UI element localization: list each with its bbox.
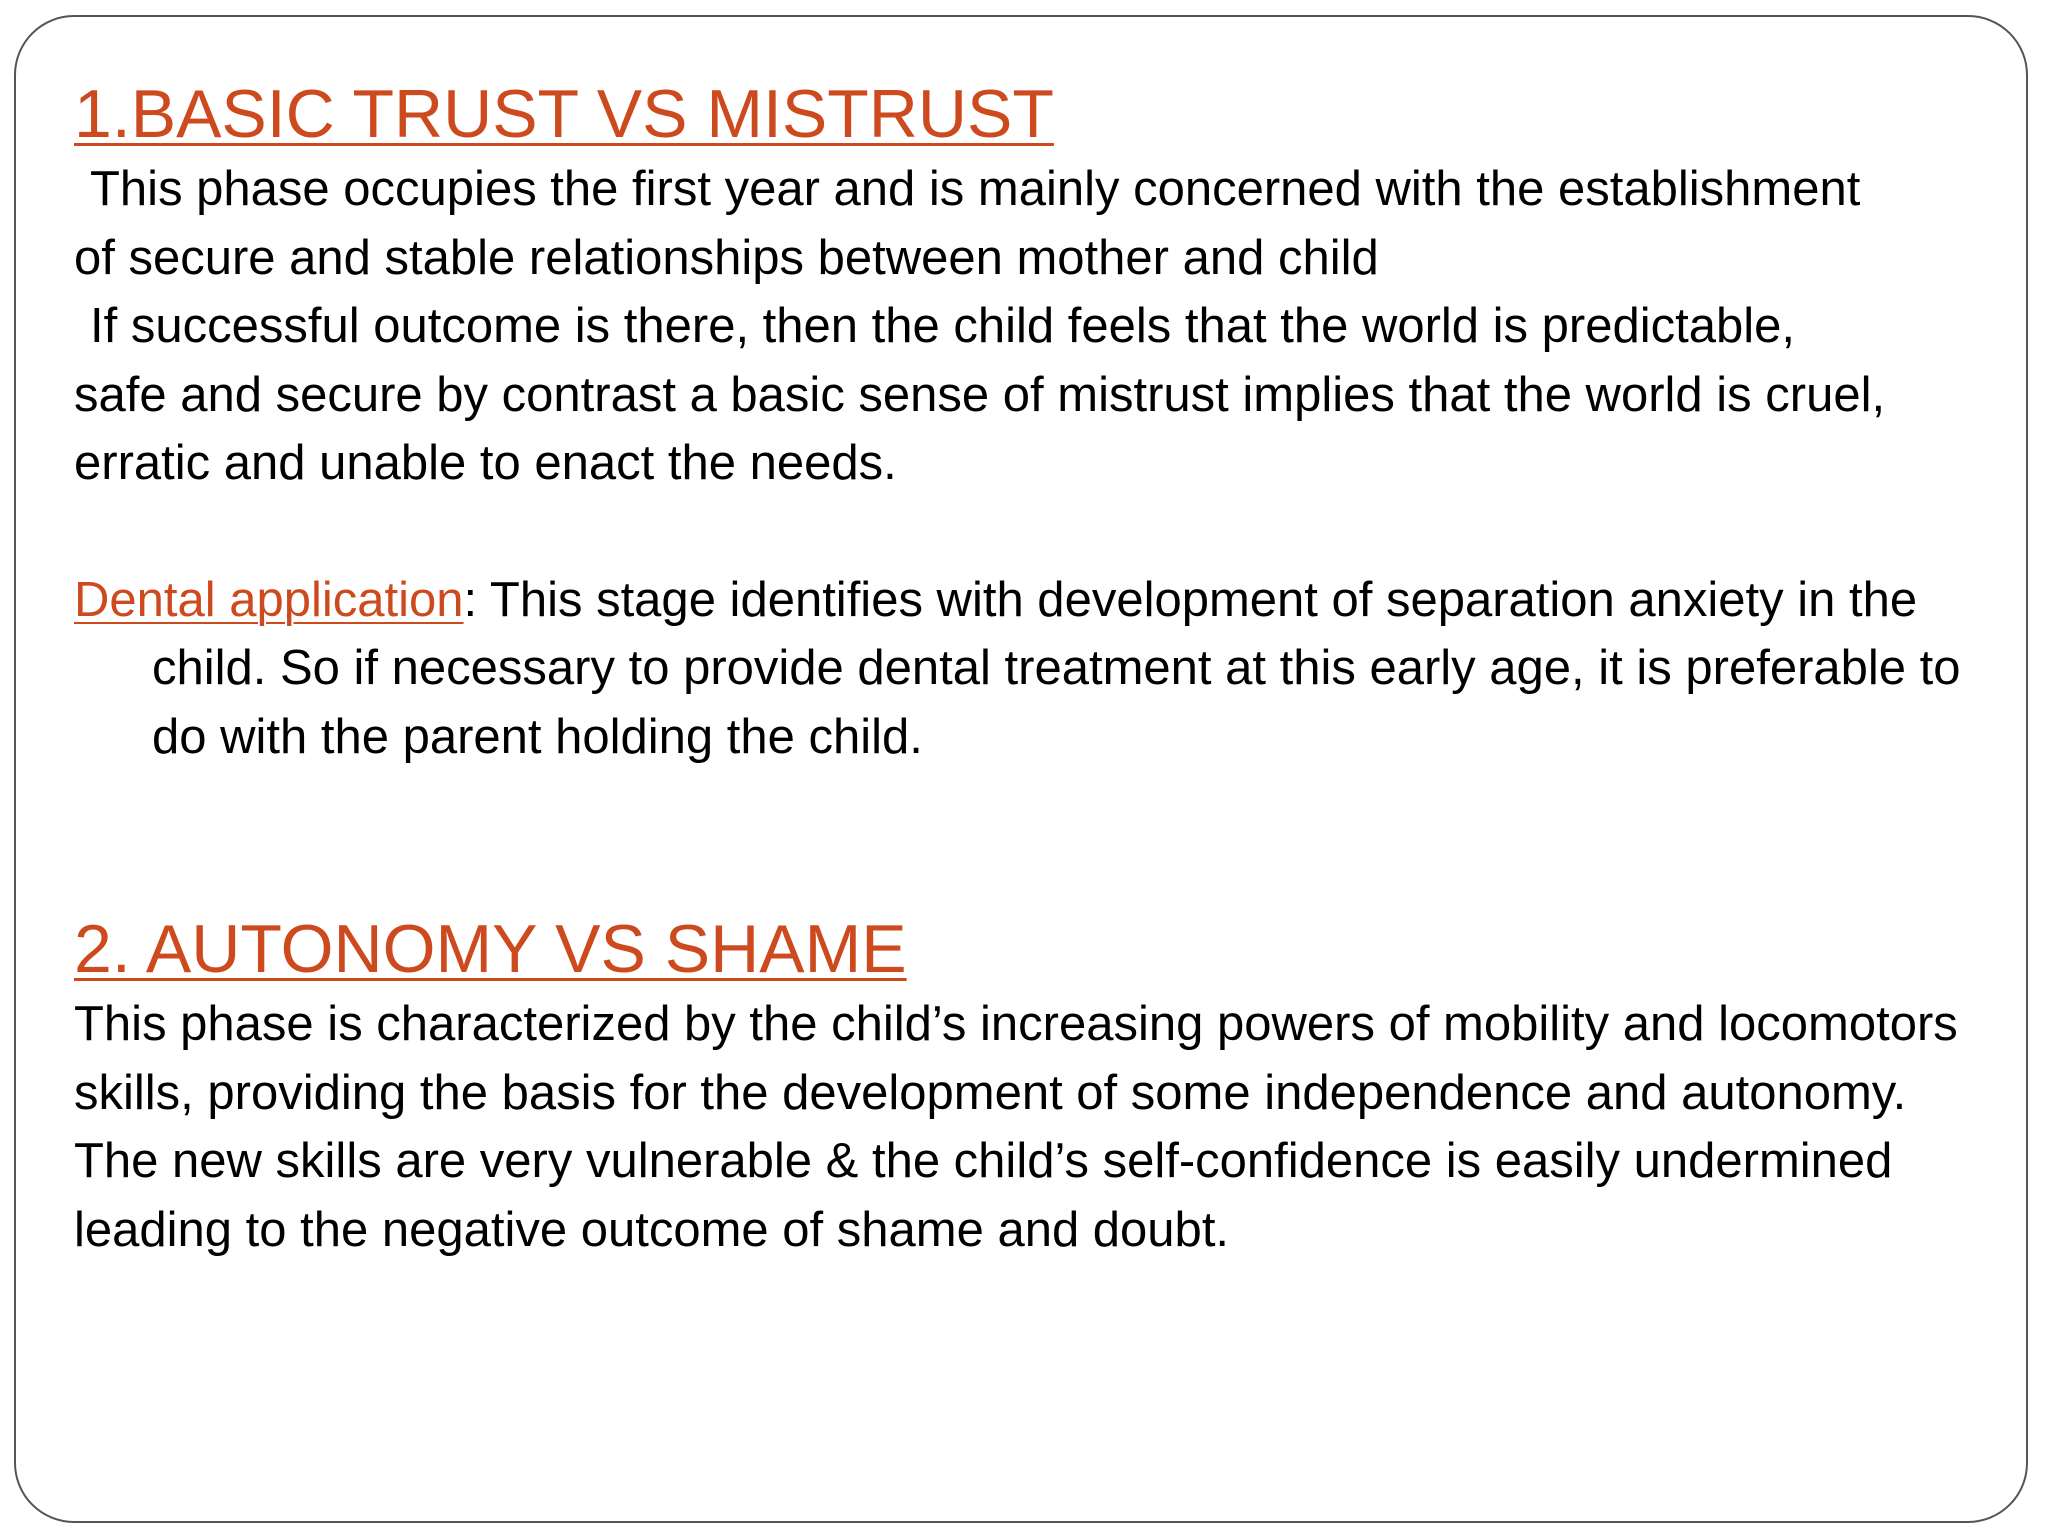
paragraph-secure-relationships: of secure and stable relationships between mother and child (74, 230, 1379, 285)
paragraph-dental-application (74, 566, 1994, 772)
slide-frame (14, 15, 2028, 1523)
spacer (74, 498, 1994, 566)
spacer (74, 771, 1994, 908)
paragraph-safe-and-secure: safe and secure by contrast a basic sense of mistrust implies that the world is cruel, (74, 367, 1886, 422)
paragraph-first-year: This phase occupies the first year and is mainly concerned with the establishment (90, 162, 1861, 216)
paragraph-autonomy-body: This phase is characterized by the child’s increasing powers of mobility and locomotors skills, providing the basis for the development of some independence and autonomy. The new skills are very vulnerable & the child’s self-confidence is easily undermined leading to the negative outcome of shame and doubt. (74, 997, 1958, 1257)
heading-autonomy-vs-shame: 2. AUTONOMY VS SHAME (74, 911, 907, 987)
dental-application-text: : This stage identifies with development of separation anxiety in the child. So if necessary to provide dental treatment at this early age, it is preferable to do with the parent holding the child. (152, 572, 1961, 764)
paragraph-erratic: erratic and unable to enact the needs. (74, 436, 897, 490)
slide-content (74, 73, 1994, 1264)
paragraph-successful-outcome: If successful outcome is there, then the child feels that the world is predictable, (90, 299, 1795, 353)
heading-basic-trust: 1.BASIC TRUST VS MISTRUST (74, 76, 1054, 152)
dental-application-label: Dental application (74, 572, 464, 627)
